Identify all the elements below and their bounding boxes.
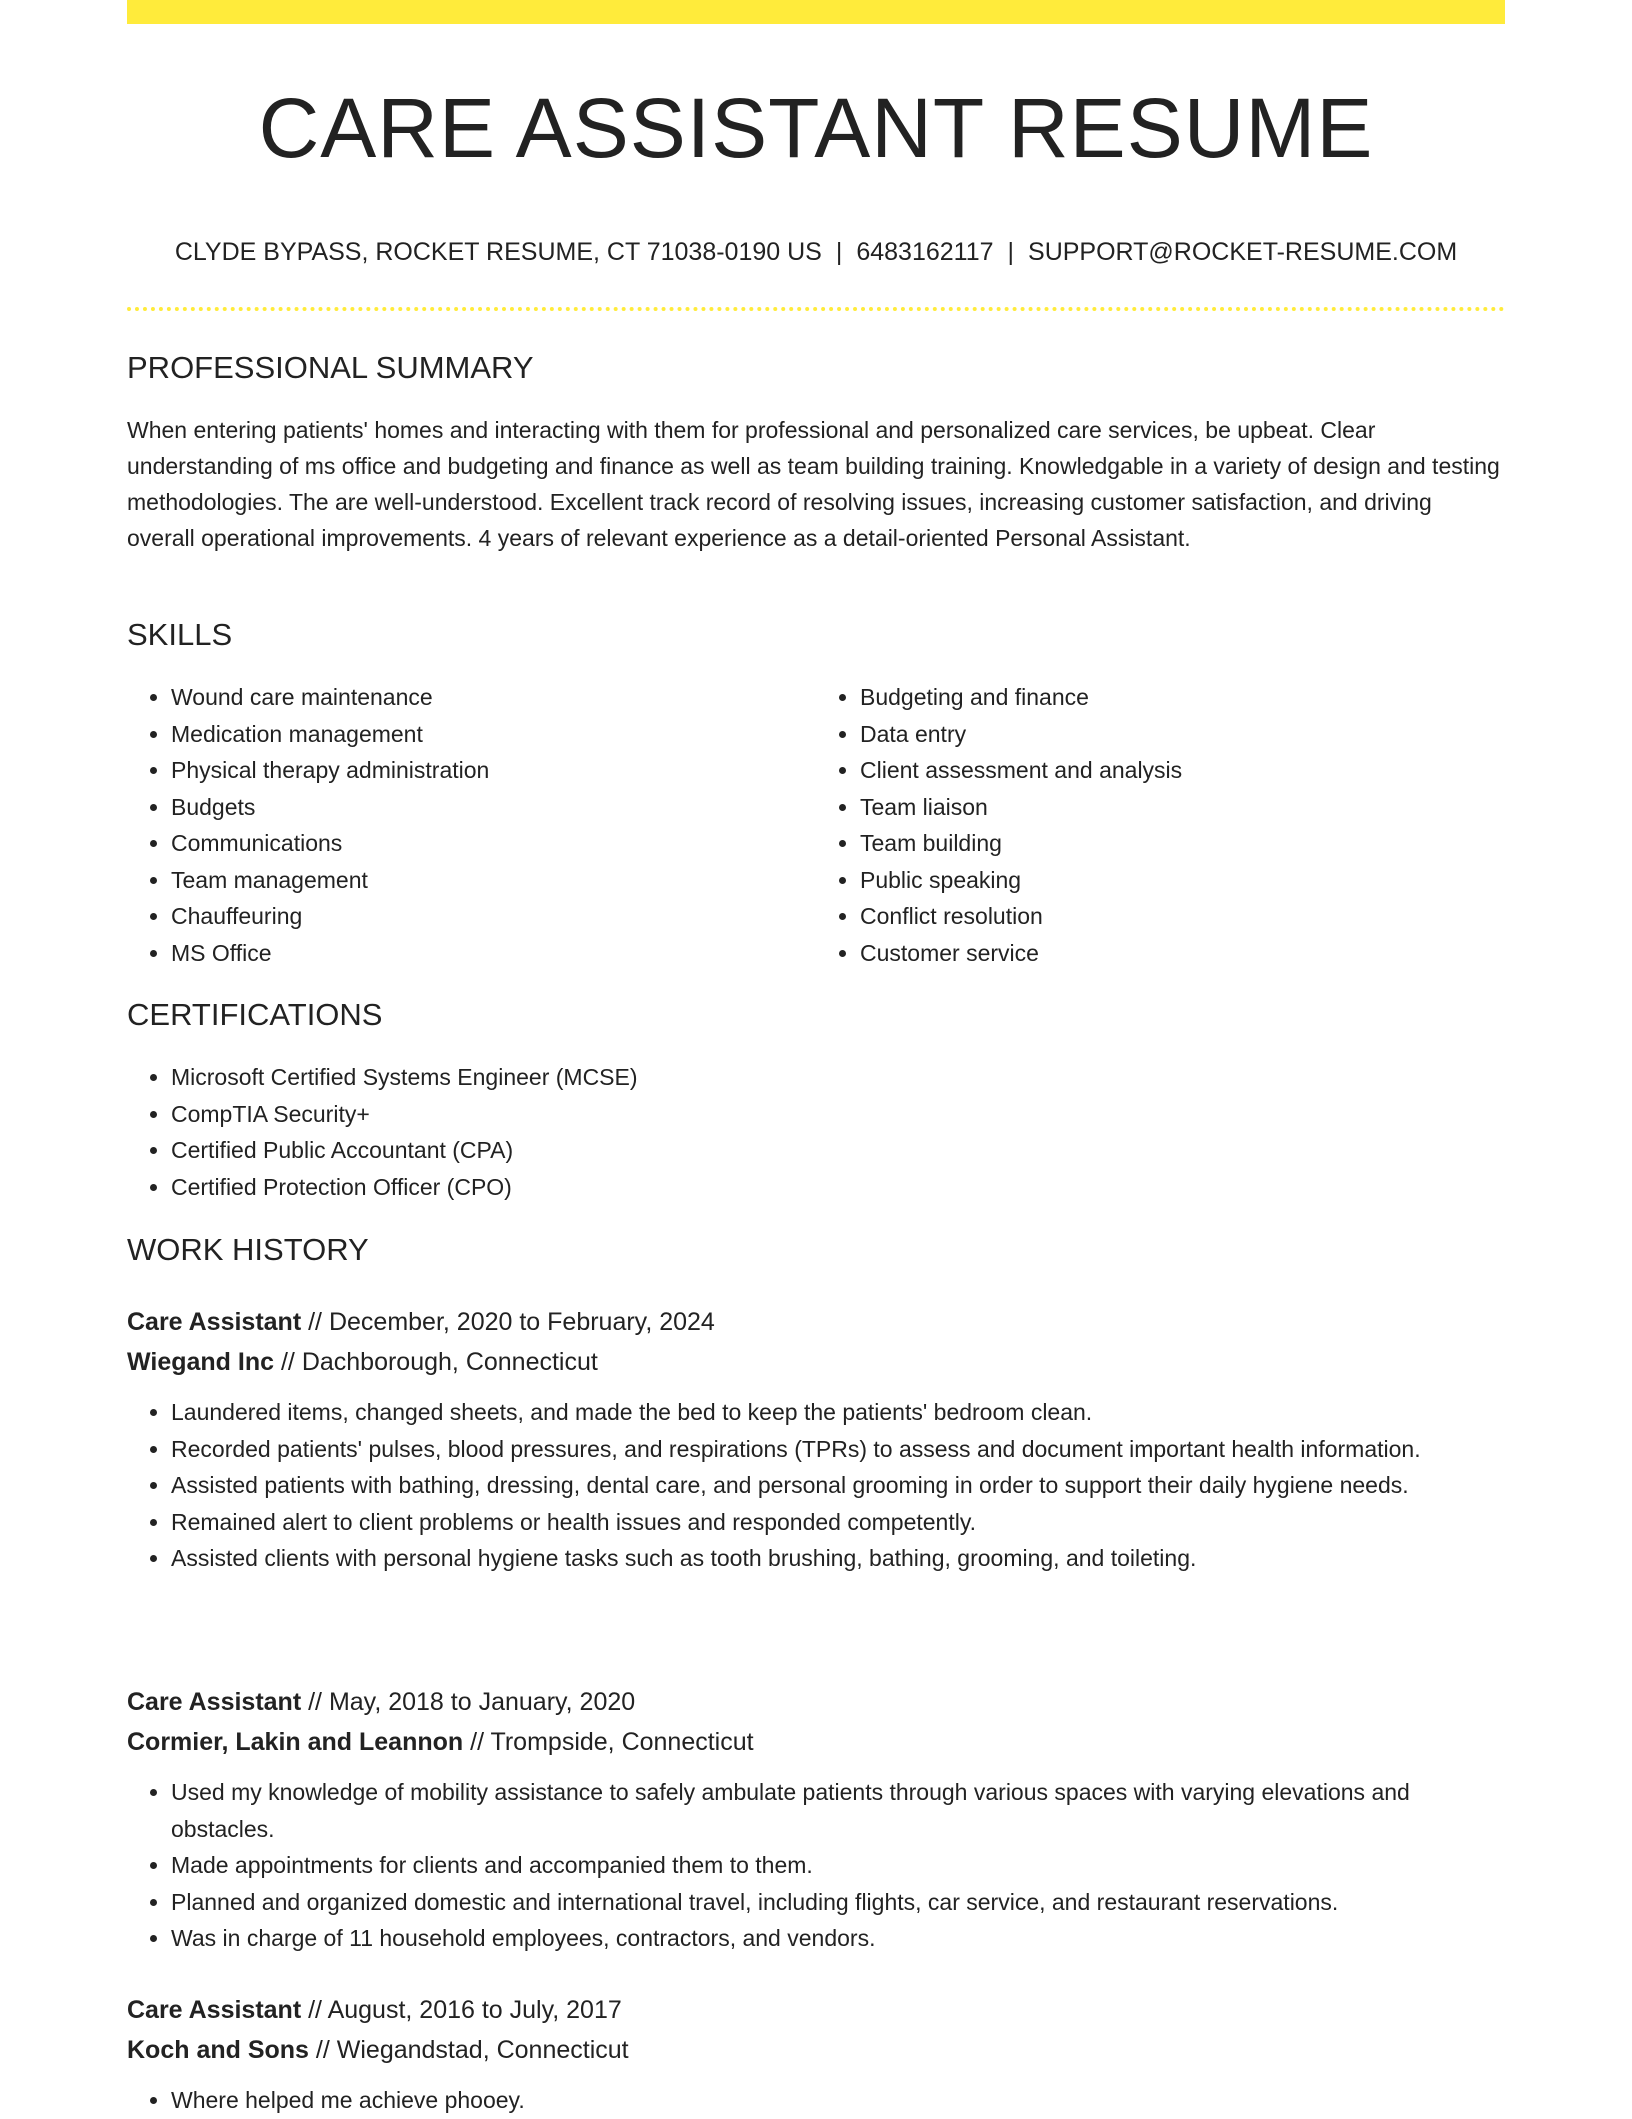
job-dates: December, 2020 to February, 2024 — [328, 1308, 715, 1336]
contact-address: CLYDE BYPASS, ROCKET RESUME, CT 71038-0190 US — [174, 238, 822, 266]
job-company-line — [127, 1342, 1505, 1382]
resume-title: CARE ASSISTANT RESUME — [258, 81, 1374, 175]
certification-item: • Microsoft Certified Systems Engineer (MCSE) — [171, 1059, 1505, 1096]
job-bullet: • Assisted patients with bathing, dressing, dental care, and personal grooming in order to support their daily hygiene needs. — [171, 1467, 1505, 1504]
job-separator: // — [301, 1688, 329, 1716]
certification-item: • Certified Protection Officer (CPO) — [171, 1169, 1505, 1206]
job-company: Wiegand Inc — [127, 1348, 275, 1376]
summary-section — [127, 350, 1505, 556]
skill-item: • Customer service — [860, 935, 1505, 972]
job-title: Care Assistant — [127, 1308, 302, 1336]
certification-item: • CompTIA Security+ — [171, 1096, 1505, 1133]
skill-item: • Communications — [171, 825, 816, 862]
job-title-line — [127, 1990, 1505, 2030]
skills-section — [127, 617, 1505, 971]
job-bullet: • Where helped me achieve phooey. — [171, 2082, 1505, 2119]
certifications-section — [127, 997, 1505, 1205]
job-company-line — [127, 2030, 1505, 2070]
job-bullet: • Laundered items, changed sheets, and made the bed to keep the patients' bedroom clean. — [171, 1394, 1505, 1431]
skill-item: • Team building — [860, 825, 1505, 862]
job-bullets — [127, 1394, 1505, 1577]
skill-item: • Team liaison — [860, 789, 1505, 826]
skills-columns — [127, 653, 1505, 971]
skill-item: • Wound care maintenance — [171, 679, 816, 716]
job-separator: // — [301, 1996, 328, 2024]
skills-heading: SKILLS — [127, 617, 233, 652]
skill-item: • Chauffeuring — [171, 898, 816, 935]
skills-list-right — [816, 679, 1505, 971]
contact-line — [127, 238, 1505, 267]
skill-item: • Conflict resolution — [860, 898, 1505, 935]
summary-heading: PROFESSIONAL SUMMARY — [127, 350, 534, 385]
skill-item: • Budgeting and finance — [860, 679, 1505, 716]
job-separator: // — [301, 1308, 329, 1336]
contact-separator: | — [1007, 238, 1015, 266]
certifications-list — [127, 1059, 1505, 1205]
skill-item: • MS Office — [171, 935, 816, 972]
job-title: Care Assistant — [127, 1688, 302, 1716]
job-location: Wiegandstad, Connecticut — [336, 2036, 629, 2064]
skills-list-left — [127, 679, 816, 971]
job-location: Trompside, Connecticut — [490, 1728, 754, 1756]
job-bullet: • Was in charge of 11 household employees, contractors, and vendors. — [171, 1920, 1505, 1957]
job-bullet: • Remained alert to client problems or health issues and responded competently. — [171, 1504, 1505, 1541]
job-bullet: • Assisted clients with personal hygiene tasks such as tooth brushing, bathing, grooming, and toileting. — [171, 1540, 1505, 1577]
job-bullets — [127, 2082, 1505, 2119]
contact-email: SUPPORT@ROCKET-RESUME.COM — [1028, 238, 1458, 266]
job-company-line — [127, 1722, 1505, 1762]
job-dates: May, 2018 to January, 2020 — [328, 1688, 636, 1716]
job-entry — [127, 1682, 1505, 1957]
certification-item: • Certified Public Accountant (CPA) — [171, 1132, 1505, 1169]
job-dates: August, 2016 to July, 2017 — [327, 1996, 622, 2024]
job-bullet: • Planned and organized domestic and international travel, including flights, car service, and restaurant reservations. — [171, 1884, 1505, 1921]
skill-item: • Medication management — [171, 716, 816, 753]
job-entry — [127, 1990, 1505, 2119]
skill-item: • Team management — [171, 862, 816, 899]
job-title: Care Assistant — [127, 1996, 302, 2024]
job-title-line — [127, 1682, 1505, 1722]
job-location: Dachborough, Connecticut — [301, 1348, 598, 1376]
skill-item: • Public speaking — [860, 862, 1505, 899]
contact-phone: 6483162117 — [856, 238, 994, 266]
skill-item: • Data entry — [860, 716, 1505, 753]
top-accent-bar — [127, 0, 1505, 24]
work-history-section — [127, 1232, 1505, 2113]
skill-item: • Client assessment and analysis — [860, 752, 1505, 789]
job-bullets — [127, 1774, 1505, 1957]
job-separator: // — [274, 1348, 302, 1376]
job-bullet: • Recorded patients' pulses, blood pressures, and respirations (TPRs) to assess and document important health information. — [171, 1431, 1505, 1468]
job-bullet: • Used my knowledge of mobility assistance to safely ambulate patients through various spaces with varying elevations and obstacles. — [171, 1774, 1505, 1847]
header-divider — [127, 307, 1505, 311]
skill-item: • Budgets — [171, 789, 816, 826]
job-company: Koch and Sons — [127, 2036, 309, 2064]
work-history-heading: WORK HISTORY — [127, 1232, 369, 1267]
job-separator: // — [463, 1728, 491, 1756]
summary-text: When entering patients' homes and interacting with them for professional and personalized care services, be upbeat. Clear understanding of ms office and budgeting and finance as well as team building training. Knowledgable in a variety of design and testing methodologies. The are well-understood. Excellent track record of resolving issues, increasing customer satisfaction, and driving overall operational improvements. 4 years of relevant experience as a detail-oriented Personal Assistant. — [127, 417, 1500, 551]
job-entry — [127, 1302, 1505, 1577]
skill-item: • Physical therapy administration — [171, 752, 816, 789]
job-bullet: • Made appointments for clients and accompanied them to them. — [171, 1847, 1505, 1884]
job-title-line — [127, 1302, 1505, 1342]
contact-separator: | — [835, 238, 843, 266]
certifications-heading: CERTIFICATIONS — [127, 997, 383, 1032]
job-company: Cormier, Lakin and Leannon — [127, 1728, 464, 1756]
job-separator: // — [308, 2036, 337, 2064]
